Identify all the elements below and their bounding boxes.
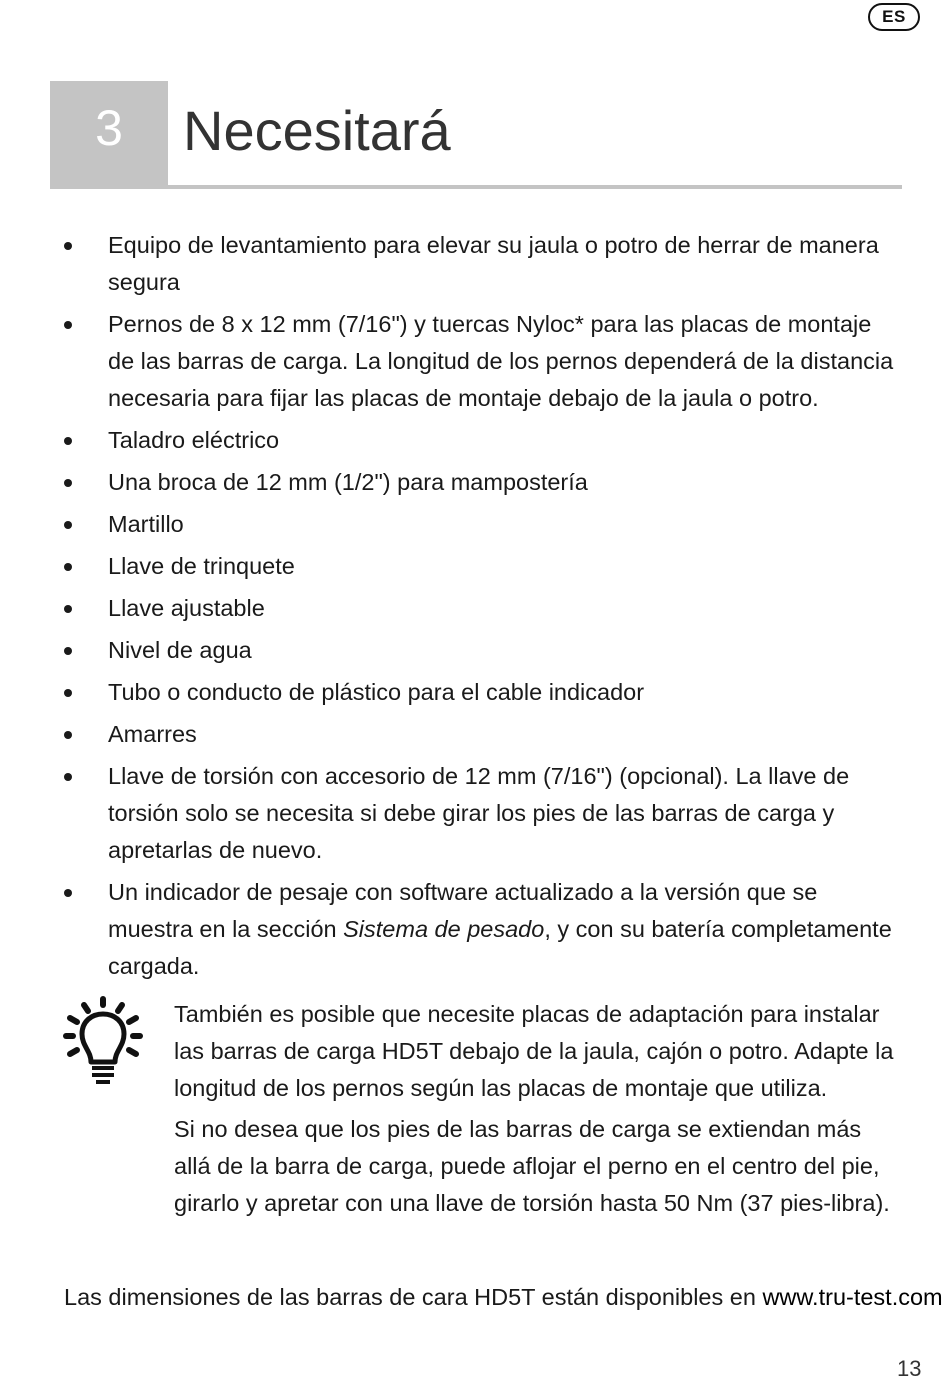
tip-text: [174, 996, 894, 1226]
tip-paragraph: También es posible que necesite placas de adaptación para instalar las barras de carga HD5T debajo de la jaula, cajón o potro. Adapte la longitud de los pernos según las placas de montaje que utiliza.: [174, 1001, 894, 1101]
requirements-list: [62, 227, 902, 990]
list-item: Un indicador de pesaje con software actualizado a la versión que se muestra en la sección Sistema de pesado, y con su batería completamente cargada.: [62, 874, 902, 985]
list-item: Taladro eléctrico: [62, 422, 902, 459]
bullet-icon: [64, 563, 72, 571]
list-item: Pernos de 8 x 12 mm (7/16") y tuercas Nyloc* para las placas de montaje de las barras de carga. La longitud de los pernos dependerá de la distancia necesaria para fijar las placas de montaje debajo de la jaula o potro.: [62, 306, 902, 417]
bullet-icon: [64, 773, 72, 781]
list-item: Llave de torsión con accesorio de 12 mm (7/16") (opcional). La llave de torsión solo se necesita si debe girar los pies de las barras de carga y apretarlas de nuevo.: [62, 758, 902, 869]
section-divider: [50, 185, 902, 189]
language-badge: ES: [868, 3, 920, 31]
bullet-icon: [64, 521, 72, 529]
bullet-icon: [64, 321, 72, 329]
section-reference: Sistema de pesado: [343, 916, 545, 942]
bullet-icon: [64, 242, 72, 250]
page-number: 13: [897, 1356, 922, 1381]
section-number: 3: [50, 81, 168, 185]
bullet-icon: [64, 689, 72, 697]
list-item: Martillo: [62, 506, 902, 543]
list-item: Una broca de 12 mm (1/2") para mampostería: [62, 464, 902, 501]
list-item: Amarres: [62, 716, 902, 753]
bullet-icon: [64, 731, 72, 739]
bullet-icon: [64, 437, 72, 445]
lightbulb-icon: [62, 996, 148, 1088]
page-title: Necesitará: [183, 99, 451, 162]
bullet-icon: [64, 647, 72, 655]
list-item: Tubo o conducto de plástico para el cable indicador: [62, 674, 902, 711]
bullet-icon: [64, 889, 72, 897]
bullet-icon: [64, 605, 72, 613]
list-item: Llave ajustable: [62, 590, 902, 627]
tip-paragraph: Si no desea que los pies de las barras de carga se extiendan más allá de la barra de carga, puede aflojar el perno en el centro del pie, girarlo y apretar con una llave de torsión hasta 50 Nm (37 pies-libra).: [174, 1116, 890, 1216]
website-link[interactable]: www.tru-test.com: [762, 1284, 943, 1310]
list-item: Llave de trinquete: [62, 548, 902, 585]
footer-note: Las dimensiones de las barras de cara HD5T están disponibles en www.tru-test.com: [64, 1284, 943, 1310]
list-item: Nivel de agua: [62, 632, 902, 669]
section-header: [50, 81, 902, 189]
list-item: Equipo de levantamiento para elevar su jaula o potro de herrar de manera segura: [62, 227, 902, 301]
bullet-icon: [64, 479, 72, 487]
